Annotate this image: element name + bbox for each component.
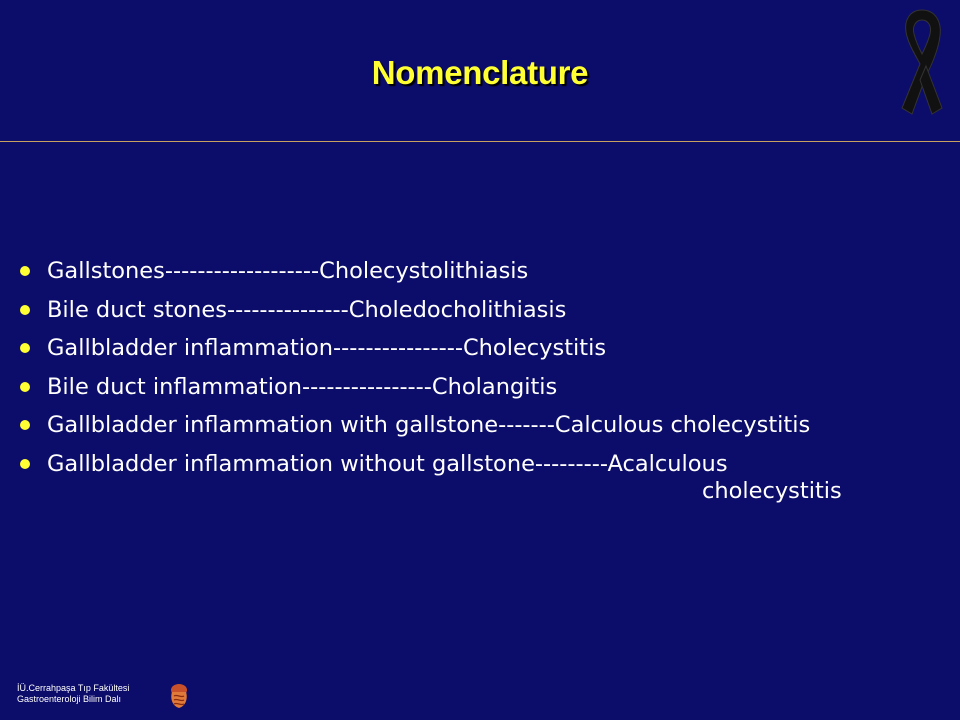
footer-institution [17,683,129,705]
bullet-text: Gallbladder inflammation with gallstone-------Calculous cholecystitis [47,412,811,438]
slide-title: Nomenclature [371,54,589,91]
bullet-text: Bile duct inflammation----------------Cholangitis [47,373,558,400]
bullet-text: Gallbladder inflammation----------------Cholecystitis [47,335,607,361]
digestive-system-logo-icon [168,682,190,710]
title-divider [0,141,960,142]
awareness-ribbon-icon [892,4,952,116]
bullet-text-continuation: cholecystitis [702,477,842,504]
bullet-dot-icon [20,266,30,276]
bullet-item [18,297,948,324]
bullet-dot-icon [20,343,30,353]
bullet-item [18,374,948,401]
footer-line-1: İÜ.Cerrahpaşa Tıp Fakültesi [17,683,130,693]
bullet-item [18,335,948,362]
bullet-list [18,258,948,516]
bullet-dot-icon [20,305,30,315]
bullet-item [18,412,948,439]
bullet-text: Gallstones-------------------Cholecystolithiasis [47,258,529,284]
bullet-item [18,451,948,505]
bullet-text: Bile duct stones---------------Choledocholithiasis [47,296,567,323]
bullet-dot-icon [20,459,30,469]
footer-line-2: Gastroenteroloji Bilim Dalı [17,694,122,704]
bullet-dot-icon [20,420,30,430]
bullet-text: Gallbladder inflammation without gallstone---------Acalculous [47,450,728,477]
bullet-dot-icon [20,382,30,392]
bullet-item [18,258,948,285]
